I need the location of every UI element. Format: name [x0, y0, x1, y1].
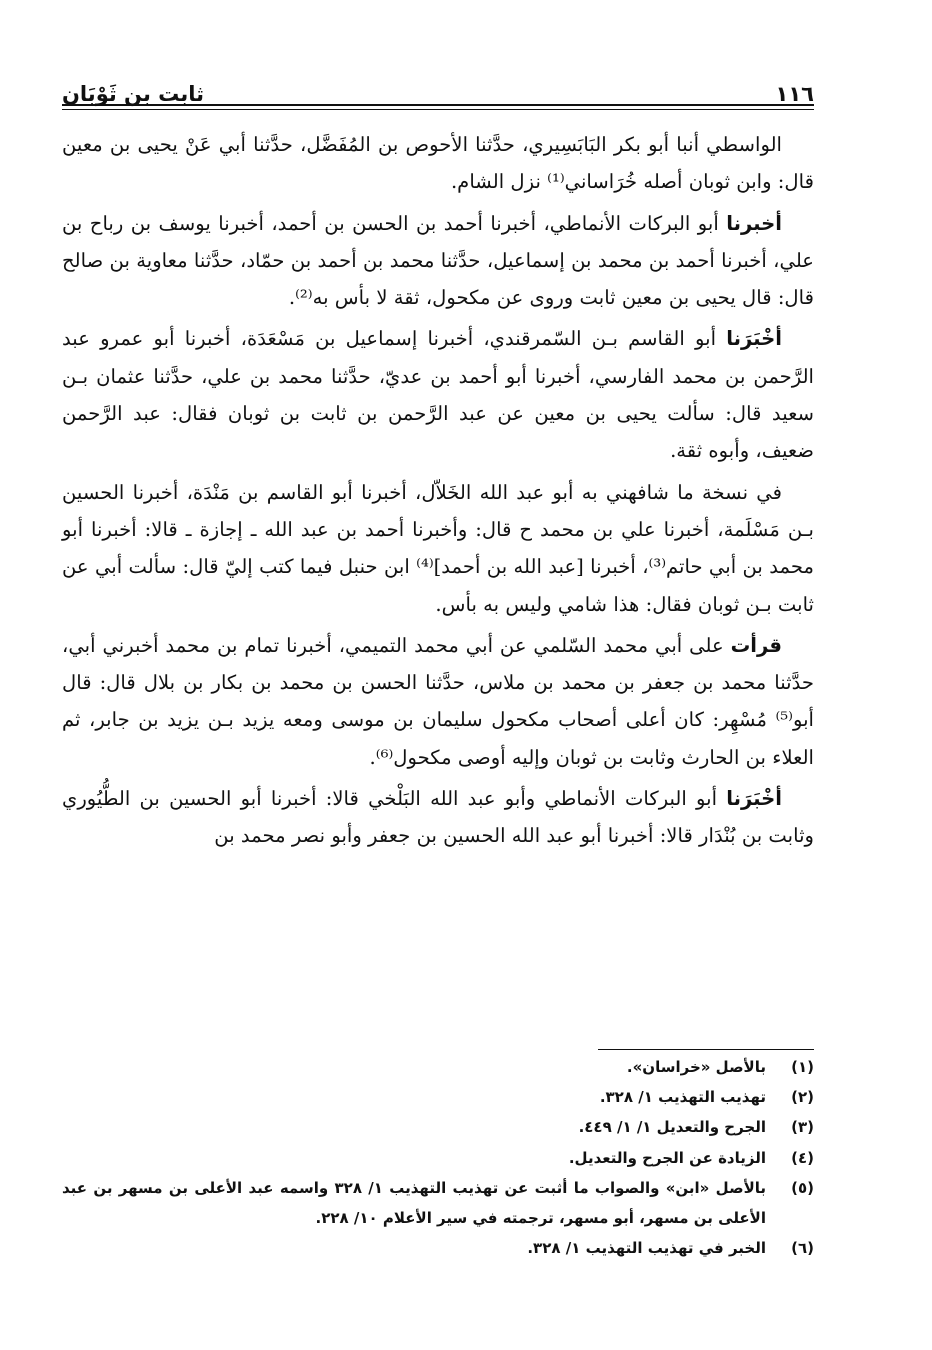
- paragraph-5: [62, 627, 814, 776]
- footnote-number: (١): [791, 1058, 814, 1076]
- header-rule: [62, 104, 814, 110]
- footnote-number: (٢): [791, 1088, 814, 1107]
- paragraph-lead: قرأت: [730, 633, 782, 657]
- paragraph-lead: أخبرنا: [726, 211, 782, 235]
- footnote-1: [62, 1052, 814, 1082]
- paragraph-lead: أخْبَرَنا: [726, 327, 782, 351]
- footnote-4: [62, 1143, 814, 1173]
- paragraph-2: [62, 205, 814, 317]
- footnote-2: [62, 1082, 814, 1112]
- paragraph-3: [62, 320, 814, 469]
- paragraph-4: [62, 474, 814, 623]
- paragraph-6: [62, 780, 814, 855]
- footnote-6: [62, 1233, 814, 1263]
- footnote-text: تهذيب التهذيب ١/ ٣٢٨.: [599, 1088, 766, 1107]
- paragraph-text: على أبي محمد السّلمي عن أبي محمد التميمي، أخبرنا تمام بن محمد أخبرني أبي، حدَّثنا محمد بن جعفر بن محمد بن ملاس، حدَّثنا الحسن بن محمد بن بكار بن بلال قال: قال أبو⁽⁵⁾ مُسْهِر: كان أعلى أصحاب مكحول سليمان بن موسى ومعه يزيد بـن يزيد بن جابر، ثم العلاء بن الحارث وثابت بن ثوبان وإليه أوصى مكحول⁽⁶⁾.: [62, 633, 814, 769]
- page-header: [62, 68, 814, 106]
- paragraph-text: الواسطي أنبا أبو بكر البَابَسِيري، حدَّثنا الأحوص بن المُفَضَّل، حدَّثنا أبي عَنْ يحيى بن معين قال: وابن ثوبان أصله خُرَاساني⁽¹⁾ نزل الشام.: [62, 133, 814, 194]
- footnote-text: بالأصل «ابن» والصواب ما أثبت عن تهذيب التهذيب ١/ ٣٢٨ واسمه عبد الأعلى بن مسهر بن عبد الأعلى بن مسهر، أبو مسهر، ترجمته في سير الأعلام ١٠/ ٢٢٨.: [62, 1178, 767, 1228]
- paragraph-text: أبو البركات الأنماطي وأبو عبد الله البَلْخي قالا: أخبرنا أبو الحسين بن الطُّيُوري وثابت بن بُنْدَار قالا: أخبرنا أبو عبد الله الحسين بن جعفر وأبو نصر محمد بن: [62, 787, 814, 848]
- footnote-number: (٥): [791, 1178, 814, 1197]
- running-title: ثابت بن ثَوْبَان: [62, 82, 205, 106]
- footnote-text: الخبر في تهذيب التهذيب ١/ ٣٢٨.: [527, 1239, 766, 1258]
- footnote-3: [62, 1112, 814, 1142]
- paragraph-lead: أخْبَرَنا: [726, 787, 782, 811]
- footnote-text: الزيادة عن الجرح والتعديل.: [568, 1148, 766, 1167]
- footnote-number: (٤): [791, 1148, 814, 1167]
- paragraph-1: [62, 126, 814, 201]
- paragraph-text: أبو البركات الأنماطي، أخبرنا أحمد بن الحسن بن أحمد، أخبرنا يوسف بن رباح بن علي، أخبرنا أحمد بن محمد بن إسماعيل، حدَّثنا محمد بن أحمد بن حمّاد، حدَّثنا معاوية بن صالح قال: قال يحيى بن معين ثابت وروى عن مكحول، ثقة لا بأس به⁽²⁾.: [62, 211, 814, 310]
- footnotes: [62, 1052, 814, 1263]
- footnote-rule: [598, 1049, 814, 1050]
- footnote-5: [62, 1173, 814, 1233]
- footnote-text: الجرح والتعديل ١/ ١/ ٤٤٩.: [578, 1118, 766, 1137]
- paragraph-text: أبو القاسم بـن السّمرقندي، أخبرنا إسماعيل بن مَسْعَدَة، أخبرنا أبو عمرو عبد الرَّحمن بن محمد الفارسي، أخبرنا أبو أحمد بن عديّ، حدَّثنا محمد بن علي، حدَّثنا عثمان بـن سعيد قال: سألت يحيى بن معين عن عبد الرَّحمن بن ثابت بن ثوبان فقال: عبد الرَّحمن ضعيف، وأبوه ثقة.: [62, 327, 814, 463]
- main-text: [62, 126, 814, 859]
- page-number: ١١٦: [775, 82, 814, 106]
- footnote-number: (٣): [791, 1118, 814, 1137]
- footnote-text: بالأصل «خراسان».: [626, 1058, 766, 1076]
- footnote-number: (٦): [791, 1239, 814, 1258]
- paragraph-text: في نسخة ما شافهني به أبو عبد الله الخَلاّل، أخبرنا أبو القاسم بن مَنْدَة، أخبرنا الحسين بـن مَسْلَمة، أخبرنا علي بن محمد ح قال: وأخبرنا أحمد بن عبد الله ـ إجازة ـ قالا: أخبرنا أبو محمد بن أبي حاتم⁽³⁾، أخبرنا [عبد الله بن أحمد]⁽⁴⁾ ابن حنبل فيما كتب إليّ قال: سألت أبي عن ثابت بـن ثوبان فقال: هذا شامي وليس به بأس.: [62, 480, 814, 616]
